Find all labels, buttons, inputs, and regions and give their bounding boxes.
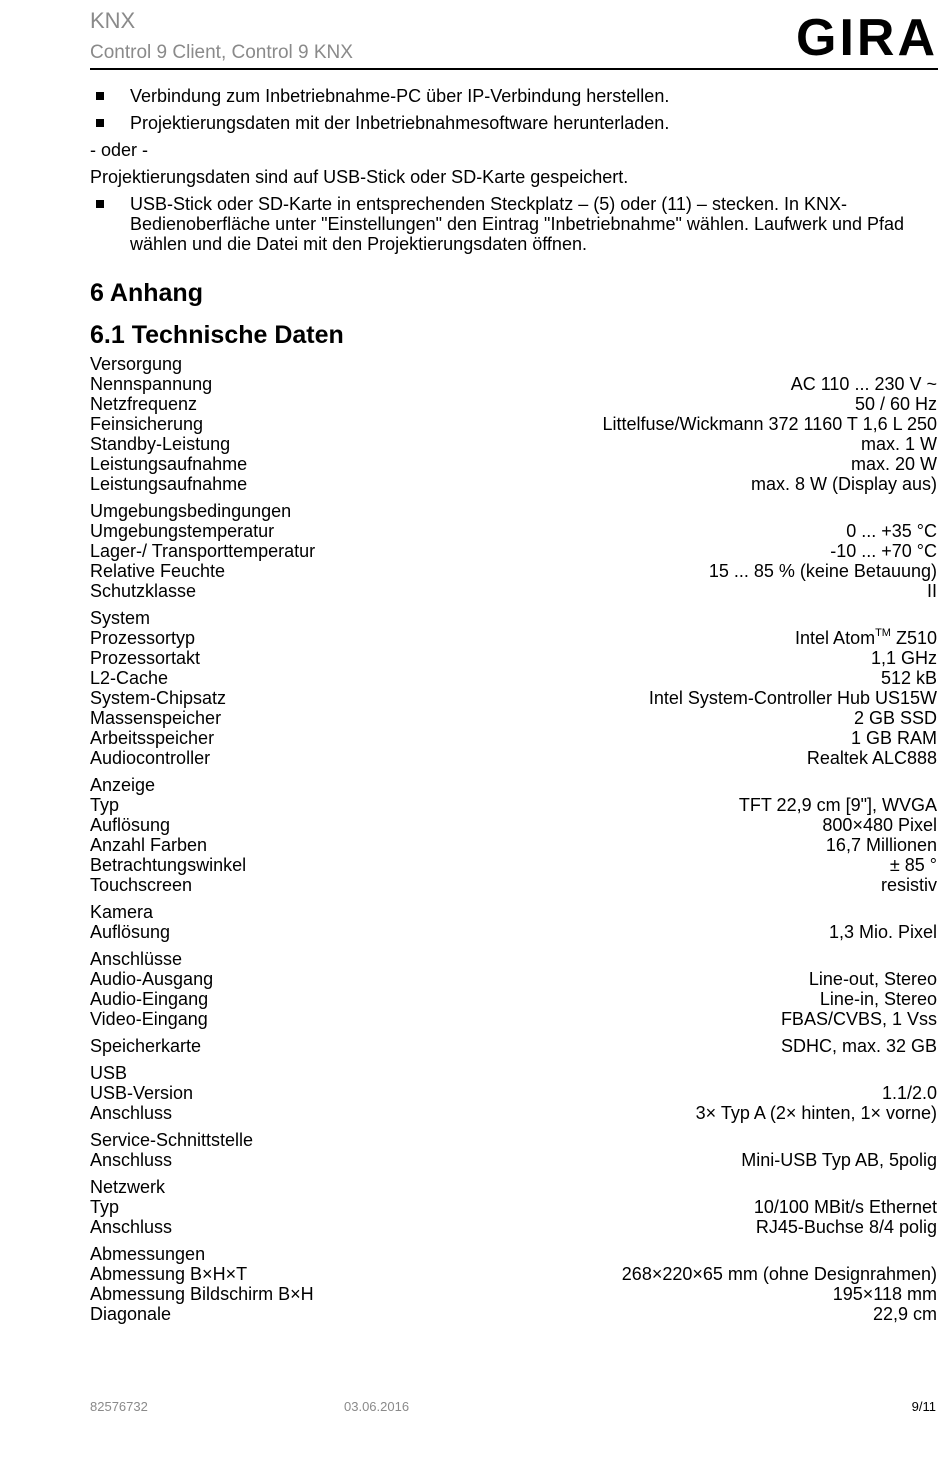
spec-row <box>90 1009 937 1029</box>
spec-value <box>781 1009 937 1029</box>
spec-row <box>90 875 937 895</box>
spec-label: Leistungsaufnahme <box>90 454 248 474</box>
spec-value-text: max. 20 W <box>850 454 937 474</box>
footer-page-number: 9/11 <box>911 1399 936 1414</box>
spec-label: Anschluss <box>90 1103 173 1123</box>
spec-row <box>90 688 937 708</box>
or-separator: - oder - <box>90 140 149 160</box>
spec-value <box>622 1264 937 1284</box>
spec-label: Anschluss <box>90 1150 173 1170</box>
spec-value-text: 3× Typ A (2× hinten, 1× vorne) <box>695 1103 937 1123</box>
spec-value <box>881 668 937 688</box>
spec-group-title: Kamera <box>90 902 154 922</box>
spec-row <box>90 855 937 875</box>
spec-value-text: 268×220×65 mm (ohne Designrahmen) <box>621 1264 937 1284</box>
spec-row <box>90 474 937 494</box>
spec-row <box>90 454 937 474</box>
spec-label: USB-Version <box>90 1083 194 1103</box>
spec-label: Relative Feuchte <box>90 561 226 581</box>
spec-group-title: System <box>90 608 151 628</box>
spec-value <box>649 688 937 708</box>
spec-value <box>791 374 937 394</box>
spec-value-text: AC 110 ... 230 V ~ <box>790 374 937 394</box>
spec-row <box>90 835 937 855</box>
spec-label: Typ <box>90 795 120 815</box>
spec-value <box>830 541 937 561</box>
spec-row <box>90 1103 937 1123</box>
spec-label: Audio-Ausgang <box>90 969 214 989</box>
spec-row <box>90 414 937 434</box>
spec-row <box>90 815 937 835</box>
spec-row <box>90 1264 937 1284</box>
spec-group-title: USB <box>90 1063 128 1083</box>
spec-label: Betrachtungswinkel <box>90 855 247 875</box>
spec-label: Video-Eingang <box>90 1009 208 1029</box>
spec-label: Audiocontroller <box>90 748 211 768</box>
spec-group-title: Anschlüsse <box>90 949 183 969</box>
spec-label: Typ <box>90 1197 120 1217</box>
spec-value-text: 10/100 MBit/s Ethernet <box>753 1197 937 1217</box>
spec-value-text: 22,9 cm <box>872 1304 937 1324</box>
spec-group <box>90 949 937 1029</box>
spec-label: Feinsicherung <box>90 414 204 434</box>
spec-row <box>90 1304 937 1324</box>
spec-value-text: 800×480 Pixel <box>822 815 937 835</box>
spec-value-text: 1.1/2.0 <box>881 1083 937 1103</box>
spec-value-text: Intel Atom <box>795 628 876 648</box>
spec-value-text: TFT 22,9 cm [9"], WVGA <box>738 795 937 815</box>
spec-row <box>90 541 937 561</box>
gira-logo: GIRA <box>796 9 938 67</box>
spec-value <box>851 728 937 748</box>
spec-label: Auflösung <box>90 815 171 835</box>
spec-value-text: 512 kB <box>880 668 937 688</box>
spec-value-suffix: Z510 <box>890 628 937 648</box>
spec-value <box>881 875 937 895</box>
spec-value <box>781 1036 937 1056</box>
intro-list-a <box>90 86 937 133</box>
spec-row <box>90 668 937 688</box>
header-divider <box>90 68 938 70</box>
spec-row <box>90 708 937 728</box>
spec-label: Schutzklasse <box>90 581 197 601</box>
spec-group <box>90 902 937 942</box>
spec-label: Leistungsaufnahme <box>90 474 248 494</box>
spec-row <box>90 374 937 394</box>
header-product: KNX <box>90 8 136 33</box>
spec-value <box>739 795 937 815</box>
spec-label: Anschluss <box>90 1217 173 1237</box>
spec-value <box>846 521 937 541</box>
page-content <box>90 86 937 1331</box>
spec-value-text: II <box>926 581 937 601</box>
spec-group <box>90 1036 937 1056</box>
spec-row <box>90 748 937 768</box>
spec-group <box>90 1244 937 1324</box>
spec-value-superscript: TM <box>875 627 891 639</box>
spec-value <box>873 1304 937 1324</box>
header-subtitle: Control 9 Client, Control 9 KNX <box>90 42 353 63</box>
spec-value <box>854 708 937 728</box>
spec-value <box>822 815 937 835</box>
spec-value-text: ± 85 ° <box>889 855 937 875</box>
alternative-text: Projektierungsdaten sind auf USB-Stick oder SD-Karte gespeichert. <box>90 167 629 187</box>
spec-row <box>90 434 937 454</box>
spec-value <box>927 581 937 601</box>
list-item-text: Projektierungsdaten mit der Inbetriebnahmesoftware herunterladen. <box>130 113 670 133</box>
spec-label: Audio-Eingang <box>90 989 209 1009</box>
spec-row <box>90 628 937 648</box>
spec-label: L2-Cache <box>90 668 169 688</box>
spec-label: Standby-Leistung <box>90 434 231 454</box>
spec-value <box>833 1284 937 1304</box>
list-item <box>90 113 937 133</box>
spec-row <box>90 581 937 601</box>
spec-label: Netzfrequenz <box>90 394 198 414</box>
intro-list-b <box>90 194 937 254</box>
spec-value-text: max. 8 W (Display aus) <box>750 474 937 494</box>
list-item <box>90 194 937 254</box>
spec-value <box>809 969 937 989</box>
spec-row <box>90 394 937 414</box>
spec-label: Umgebungstemperatur <box>90 521 275 541</box>
spec-group <box>90 608 937 768</box>
spec-row <box>90 521 937 541</box>
spec-value-text: 1,3 Mio. Pixel <box>828 922 937 942</box>
spec-value-text: 15 ... 85 % (keine Betauung) <box>708 561 937 581</box>
spec-value-text: Littelfuse/Wickmann 372 1160 T 1,6 L 250 <box>602 414 937 434</box>
spec-label: System-Chipsatz <box>90 688 227 708</box>
spec-row <box>90 648 937 668</box>
spec-value-text: Realtek ALC888 <box>806 748 937 768</box>
spec-label: Abmessung B×H×T <box>90 1264 248 1284</box>
list-item-text: USB-Stick oder SD-Karte in entsprechenden Steckplatz – (5) oder (11) – stecken. In KNX-Bedienoberfläche unter "Einstellungen" den Eintrag "Inbetriebnahme" wählen. Laufwerk und Pfad wählen und die Datei mit den Projektierungsdaten öffnen. <box>130 194 905 254</box>
spec-value-text: 16,7 Millionen <box>825 835 937 855</box>
spec-value-text: 0 ... +35 °C <box>846 521 937 541</box>
spec-group <box>90 1063 937 1123</box>
spec-value-text: 50 / 60 Hz <box>854 394 937 414</box>
spec-label: Anzahl Farben <box>90 835 208 855</box>
spec-label: Lager-/ Transporttemperatur <box>90 541 316 561</box>
spec-group <box>90 775 937 895</box>
spec-label: Massenspeicher <box>90 708 222 728</box>
spec-value-text: SDHC, max. 32 GB <box>780 1036 937 1056</box>
list-item <box>90 86 937 106</box>
spec-label: Touchscreen <box>90 875 193 895</box>
bullet-square-icon <box>96 119 104 127</box>
list-item-text: Verbindung zum Inbetriebnahme-PC über IP-Verbindung herstellen. <box>130 86 670 106</box>
spec-row <box>90 1197 937 1217</box>
spec-row <box>90 1083 937 1103</box>
spec-value-text: 1 GB RAM <box>850 728 937 748</box>
spec-label: Prozessortakt <box>90 648 201 668</box>
spec-group <box>90 354 937 494</box>
spec-label: Abmessung Bildschirm B×H <box>90 1284 314 1304</box>
spec-group-title: Abmessungen <box>90 1244 206 1264</box>
spec-row <box>90 728 937 748</box>
spec-label: Speicherkarte <box>90 1036 202 1056</box>
spec-value <box>820 989 937 1009</box>
spec-value-text: Line-in, Stereo <box>819 989 937 1009</box>
spec-value <box>754 1197 937 1217</box>
spec-row <box>90 922 937 942</box>
footer-doc-number: 82576732 <box>90 1399 148 1414</box>
spec-value-text: resistiv <box>880 875 937 895</box>
spec-row <box>90 795 937 815</box>
spec-table <box>90 354 937 1324</box>
spec-value-text: 1,1 GHz <box>870 648 937 668</box>
spec-value <box>826 835 937 855</box>
spec-value-text: max. 1 W <box>860 434 937 454</box>
bullet-square-icon <box>96 200 104 208</box>
spec-value-text: -10 ... +70 °C <box>830 541 937 561</box>
spec-value <box>807 748 937 768</box>
subsection-heading: 6.1 Technische Daten <box>90 321 344 349</box>
spec-value <box>871 648 937 668</box>
spec-value <box>696 1103 937 1123</box>
spec-value-text: Line-out, Stereo <box>808 969 937 989</box>
spec-value-text: RJ45-Buchse 8/4 polig <box>755 1217 937 1237</box>
footer-date: 03.06.2016 <box>344 1399 410 1414</box>
spec-value <box>890 855 937 875</box>
spec-value <box>602 414 937 434</box>
spec-group-title: Anzeige <box>90 775 156 795</box>
spec-label: Diagonale <box>90 1304 172 1324</box>
spec-group <box>90 1177 937 1237</box>
spec-label: Prozessortyp <box>90 628 196 648</box>
spec-label: Nennspannung <box>90 374 213 394</box>
spec-label: Arbeitsspeicher <box>90 728 215 748</box>
spec-row <box>90 1284 937 1304</box>
spec-group-title: Umgebungsbedingungen <box>90 501 292 521</box>
spec-value <box>756 1217 937 1237</box>
spec-value <box>882 1083 937 1103</box>
spec-group <box>90 501 937 601</box>
bullet-square-icon <box>96 92 104 100</box>
section-heading: 6 Anhang <box>90 279 203 307</box>
spec-value <box>751 474 937 494</box>
spec-group <box>90 1130 937 1170</box>
spec-group-title: Service-Schnittstelle <box>90 1130 254 1150</box>
spec-row <box>90 561 937 581</box>
spec-row <box>90 969 937 989</box>
spec-row <box>90 1217 937 1237</box>
spec-value <box>855 394 937 414</box>
spec-row <box>90 1150 937 1170</box>
spec-value <box>795 628 937 648</box>
spec-value-text: 2 GB SSD <box>853 708 937 728</box>
spec-label: Auflösung <box>90 922 171 942</box>
spec-value <box>741 1150 937 1170</box>
spec-value-text: Intel System-Controller Hub US15W <box>648 688 937 708</box>
spec-group-title: Versorgung <box>90 354 183 374</box>
spec-row <box>90 989 937 1009</box>
spec-row <box>90 1036 937 1056</box>
spec-value <box>709 561 937 581</box>
spec-value-text: FBAS/CVBS, 1 Vss <box>780 1009 937 1029</box>
spec-value-text: Mini-USB Typ AB, 5polig <box>741 1150 937 1170</box>
spec-value <box>829 922 937 942</box>
spec-value <box>861 434 937 454</box>
spec-value <box>851 454 937 474</box>
spec-group-title: Netzwerk <box>90 1177 166 1197</box>
spec-value-text: 195×118 mm <box>832 1284 937 1304</box>
